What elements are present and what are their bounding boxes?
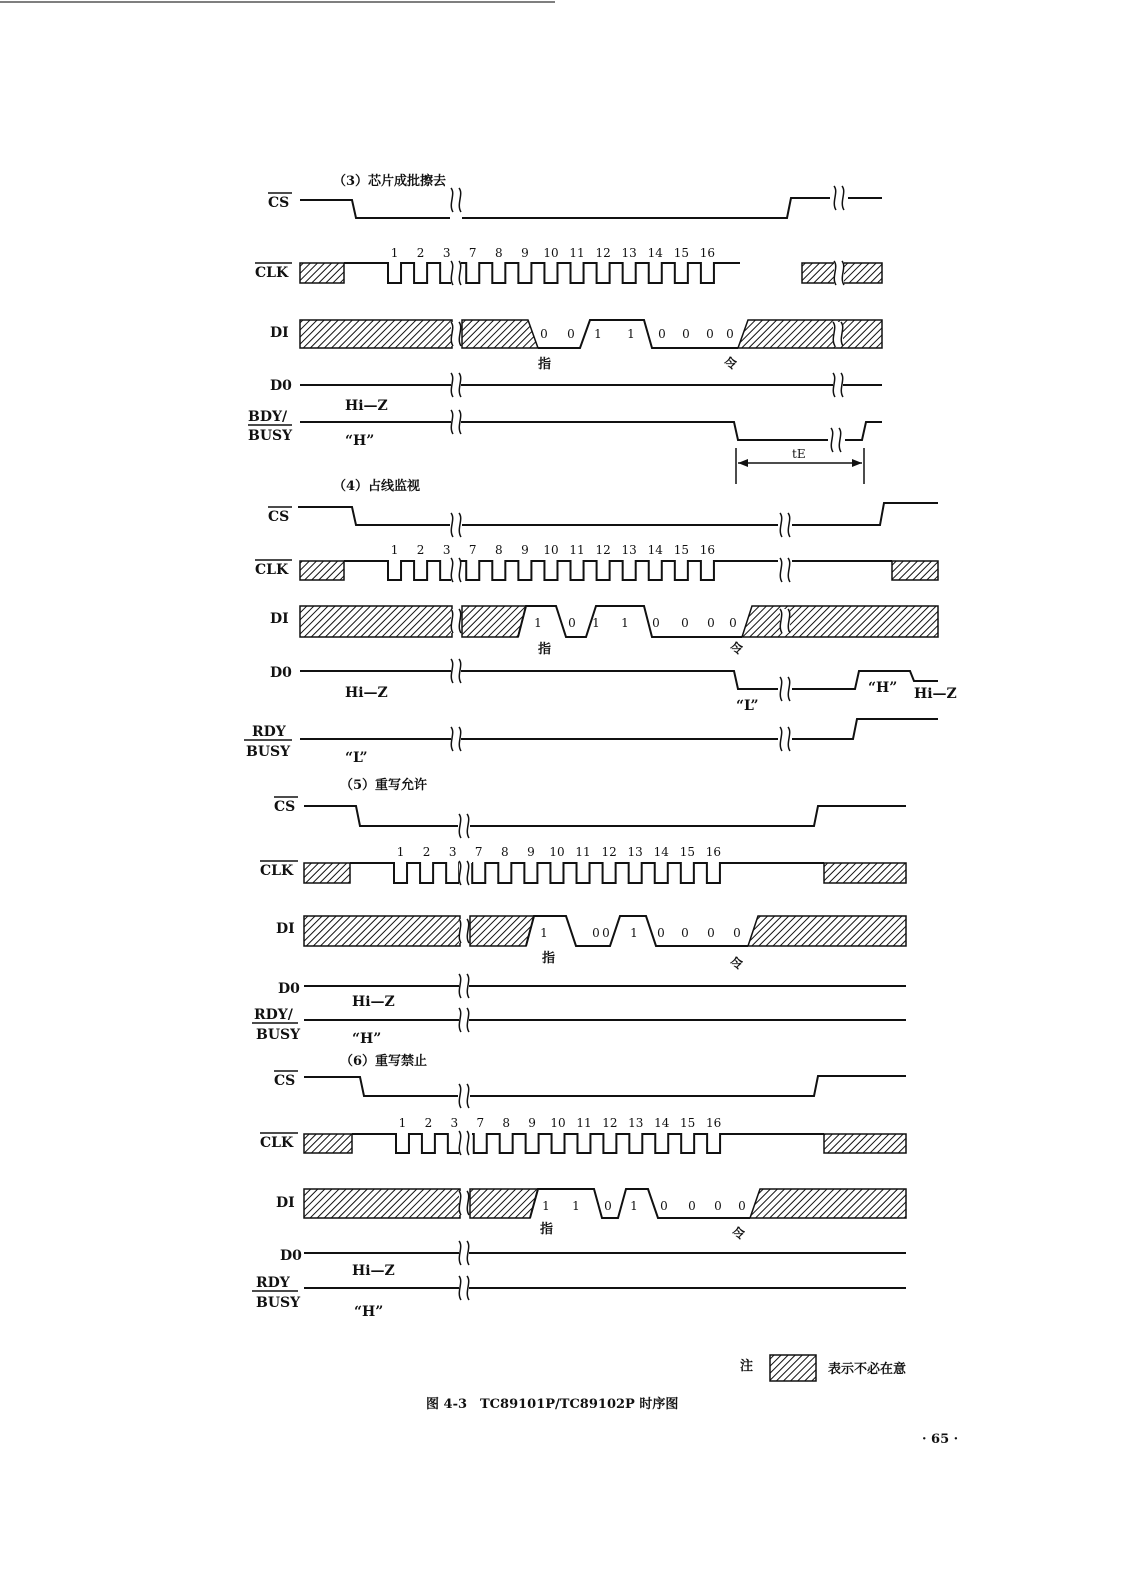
di-bit-value: 1 — [542, 1199, 550, 1213]
di-bit-value: 0 — [688, 1199, 696, 1213]
cs-waveform — [300, 200, 450, 218]
cs-waveform — [298, 507, 450, 525]
clock-number: 3 — [442, 246, 451, 260]
section-title: （4）占线监视 — [333, 479, 421, 494]
clock-number: 16 — [699, 543, 716, 557]
section-title: （6）重写禁止 — [340, 1054, 428, 1069]
instruction-char-2: 令 — [730, 642, 744, 657]
cs-label: CS — [274, 799, 296, 815]
clock-number: 15 — [673, 246, 689, 260]
di-bit-value: 1 — [594, 327, 602, 341]
di-bit-value: 0 — [707, 616, 715, 630]
clk-pulse-segment — [350, 863, 460, 883]
clk-pulses — [352, 1134, 746, 1153]
cs-waveform-2 — [462, 198, 830, 218]
di-bit-value: 1 — [534, 616, 542, 630]
clk-label: CLK — [255, 265, 289, 281]
clock-number: 14 — [647, 543, 663, 557]
clock-number: 15 — [679, 845, 695, 859]
cs-waveform — [304, 1077, 458, 1096]
di-bit-value: 0 — [592, 926, 600, 940]
rdy-label-bottom: BUSY — [256, 1295, 301, 1311]
instruction-char-2: 令 — [730, 957, 744, 972]
do-state: Hi—Z — [352, 994, 395, 1010]
clk-dontcare-left — [300, 561, 344, 580]
instruction-char-1: 指 — [538, 357, 552, 372]
clk-label: CLK — [260, 1135, 294, 1151]
di-bit-value: 0 — [660, 1199, 668, 1213]
di-bit-value: 0 — [681, 926, 689, 940]
clock-number: 12 — [595, 246, 611, 260]
rdy-waveform-2 — [792, 719, 938, 739]
di-dontcare-left — [304, 916, 460, 946]
cs-label: CS — [268, 195, 290, 211]
rdy-label-bottom: BUSY — [246, 744, 291, 760]
clock-number: 11 — [576, 1116, 592, 1130]
clk-pulse-segment — [472, 1134, 746, 1153]
di-bit-value: 0 — [738, 1199, 746, 1213]
do-low: “L” — [736, 698, 759, 714]
clock-number: 7 — [468, 543, 477, 557]
do-label: D0 — [270, 665, 292, 681]
di-label: DI — [270, 611, 289, 627]
clk-dontcare-right — [892, 561, 938, 580]
clock-number: 11 — [575, 845, 591, 859]
clock-number: 7 — [468, 246, 477, 260]
di-bit-value: 0 — [604, 1199, 612, 1213]
rdy-state: “H” — [345, 433, 375, 449]
di-bit-value: 0 — [540, 327, 548, 341]
clock-number: 14 — [653, 845, 669, 859]
clk-dontcare-left — [304, 863, 350, 883]
di-label: DI — [276, 921, 295, 937]
di-bit-value: 0 — [706, 327, 714, 341]
di-bit-value: 0 — [729, 616, 737, 630]
rdy-label-top: RDY/ — [254, 1007, 293, 1023]
clock-number: 1 — [396, 845, 405, 859]
rdy-state: “L” — [345, 750, 368, 766]
di-bit-value: 1 — [621, 616, 629, 630]
clock-number: 8 — [494, 246, 503, 260]
di-bit-value: 0 — [658, 327, 666, 341]
di-bit-value: 1 — [572, 1199, 580, 1213]
clock-number: 13 — [628, 1116, 644, 1130]
legend-prefix: 注 — [740, 1359, 754, 1374]
figure-caption: 图 4-3 TC89101P/TC89102P 时序图 — [426, 1397, 679, 1412]
clock-number: 14 — [654, 1116, 670, 1130]
clock-number: 15 — [680, 1116, 696, 1130]
clock-number: 13 — [621, 246, 637, 260]
clock-number: 16 — [705, 1116, 722, 1130]
di-bit-value: 1 — [630, 1199, 638, 1213]
do-label: D0 — [278, 981, 300, 997]
legend — [740, 1355, 906, 1381]
di-bits — [540, 327, 734, 341]
clk-label: CLK — [260, 863, 294, 879]
clk-pulses — [350, 863, 746, 883]
cs-waveform-3 — [792, 503, 938, 525]
rdy-label-top: RDY — [256, 1275, 290, 1291]
clock-number: 9 — [521, 543, 529, 557]
do-state: Hi—Z — [352, 1263, 395, 1279]
clk-pulse-segment — [472, 863, 746, 883]
clock-number: 11 — [569, 543, 585, 557]
di-dontcare-left — [300, 606, 452, 637]
clock-numbers — [397, 845, 721, 859]
instruction-char-1: 指 — [542, 951, 556, 966]
rdy-waveform-2 — [845, 422, 882, 440]
clock-number: 2 — [416, 246, 425, 260]
rdy-waveform — [300, 422, 828, 440]
clock-number: 3 — [442, 543, 451, 557]
clock-number: 16 — [705, 845, 722, 859]
clock-number: 2 — [422, 845, 431, 859]
clock-number: 16 — [699, 246, 716, 260]
section-3 — [248, 173, 882, 484]
section-5 — [252, 777, 906, 1047]
legend-text: 表示不必在意 — [828, 1362, 907, 1377]
clock-number: 13 — [627, 845, 643, 859]
clock-number: 12 — [602, 1116, 618, 1130]
di-bits — [534, 616, 737, 630]
do-label: D0 — [270, 378, 292, 394]
instruction-char-1: 指 — [538, 642, 552, 657]
di-label: DI — [270, 325, 289, 341]
cs-label: CS — [268, 509, 290, 525]
di-label: DI — [276, 1195, 295, 1211]
clock-number: 1 — [398, 1116, 407, 1130]
clock-number: 10 — [543, 543, 559, 557]
di-bit-value: 0 — [681, 616, 689, 630]
do-end-state: Hi—Z — [914, 686, 957, 702]
di-bit-value: 0 — [568, 616, 576, 630]
clock-number: 1 — [390, 543, 399, 557]
clock-number: 3 — [450, 1116, 459, 1130]
clock-number: 10 — [549, 845, 565, 859]
di-bit-value: 0 — [602, 926, 610, 940]
clock-number: 3 — [448, 845, 457, 859]
di-dontcare-mid — [462, 606, 526, 637]
di-bit-value: 0 — [707, 926, 715, 940]
clock-number: 7 — [476, 1116, 485, 1130]
di-bit-value: 1 — [630, 926, 638, 940]
di-bit-value: 1 — [540, 926, 548, 940]
clock-number: 10 — [543, 246, 559, 260]
clk-pulses — [344, 263, 740, 283]
di-bit-value: 0 — [726, 327, 734, 341]
di-dontcare-mid — [470, 1189, 538, 1218]
te-arrow-right — [852, 459, 862, 467]
section-title: （3）芯片成批擦去 — [333, 174, 447, 189]
rdy-state: “H” — [354, 1304, 384, 1320]
rdy-label-bottom: BUSY — [248, 428, 293, 444]
clock-number: 8 — [502, 1116, 511, 1130]
rdy-state: “H” — [352, 1031, 382, 1047]
clock-number: 10 — [550, 1116, 566, 1130]
di-dontcare-mid — [462, 320, 538, 348]
rdy-label-bottom: BUSY — [256, 1027, 301, 1043]
legend-hatch-swatch — [770, 1355, 816, 1381]
te-label: tE — [792, 447, 806, 461]
instruction-char-1: 指 — [540, 1222, 554, 1237]
di-dontcare-left — [300, 320, 452, 348]
clock-number: 14 — [647, 246, 663, 260]
di-bit-value: 0 — [733, 926, 741, 940]
di-dontcare-right — [748, 916, 906, 946]
di-dontcare-left — [304, 1189, 460, 1218]
clock-number: 9 — [521, 246, 529, 260]
clock-number: 11 — [569, 246, 585, 260]
di-bit-value: 0 — [652, 616, 660, 630]
di-bit-value: 1 — [627, 327, 635, 341]
di-bit-value: 0 — [567, 327, 575, 341]
section-6 — [252, 1053, 906, 1320]
clock-number: 2 — [416, 543, 425, 557]
instruction-char-2: 令 — [724, 357, 738, 372]
di-dontcare-mid — [470, 916, 534, 946]
clk-label: CLK — [255, 562, 289, 578]
page-number: · 65 · — [922, 1432, 959, 1447]
do-high: “H” — [868, 680, 898, 696]
rdy-label-top: BDY/ — [248, 409, 288, 425]
clock-number: 8 — [500, 845, 509, 859]
clock-number: 9 — [528, 1116, 536, 1130]
clk-dontcare-right — [824, 863, 906, 883]
di-bits — [542, 1199, 746, 1213]
rdy-label-top: RDY — [252, 724, 286, 740]
do-state: Hi—Z — [345, 398, 388, 414]
cs-waveform-2 — [470, 1076, 906, 1096]
clock-number: 12 — [601, 845, 617, 859]
clock-numbers — [391, 543, 715, 557]
clock-number: 7 — [474, 845, 483, 859]
clock-number: 1 — [390, 246, 399, 260]
cs-waveform — [304, 806, 458, 826]
do-label: D0 — [280, 1248, 302, 1264]
clk-pulse-segment — [344, 561, 740, 580]
di-bit-value: 0 — [657, 926, 665, 940]
cs-label: CS — [274, 1073, 296, 1089]
section-4 — [244, 478, 957, 766]
clock-number: 13 — [621, 543, 637, 557]
clock-number: 8 — [494, 543, 503, 557]
clk-pulse-segment — [344, 263, 740, 283]
do-state: Hi—Z — [345, 685, 388, 701]
di-dontcare-right — [750, 1189, 906, 1218]
clk-dontcare-left — [300, 263, 344, 283]
clk-dontcare-left — [304, 1134, 352, 1153]
clock-number: 12 — [595, 543, 611, 557]
clk-dontcare-right — [824, 1134, 906, 1153]
di-bit-value: 1 — [592, 616, 600, 630]
clock-number: 9 — [527, 845, 535, 859]
cs-waveform-2 — [470, 806, 906, 826]
di-bit-value: 0 — [714, 1199, 722, 1213]
clock-numbers — [391, 246, 715, 260]
te-arrow-left — [738, 459, 748, 467]
section-title: （5）重写允许 — [340, 778, 428, 793]
clock-numbers — [399, 1116, 722, 1130]
di-dontcare-right — [742, 606, 938, 637]
clk-pulse-segment — [352, 1134, 461, 1153]
di-bit-value: 0 — [682, 327, 690, 341]
instruction-char-2: 令 — [732, 1227, 746, 1242]
clk-pulses — [344, 561, 740, 580]
di-dontcare-right — [738, 320, 882, 348]
clock-number: 2 — [424, 1116, 433, 1130]
break-marks — [448, 186, 844, 1300]
clock-number: 15 — [673, 543, 689, 557]
